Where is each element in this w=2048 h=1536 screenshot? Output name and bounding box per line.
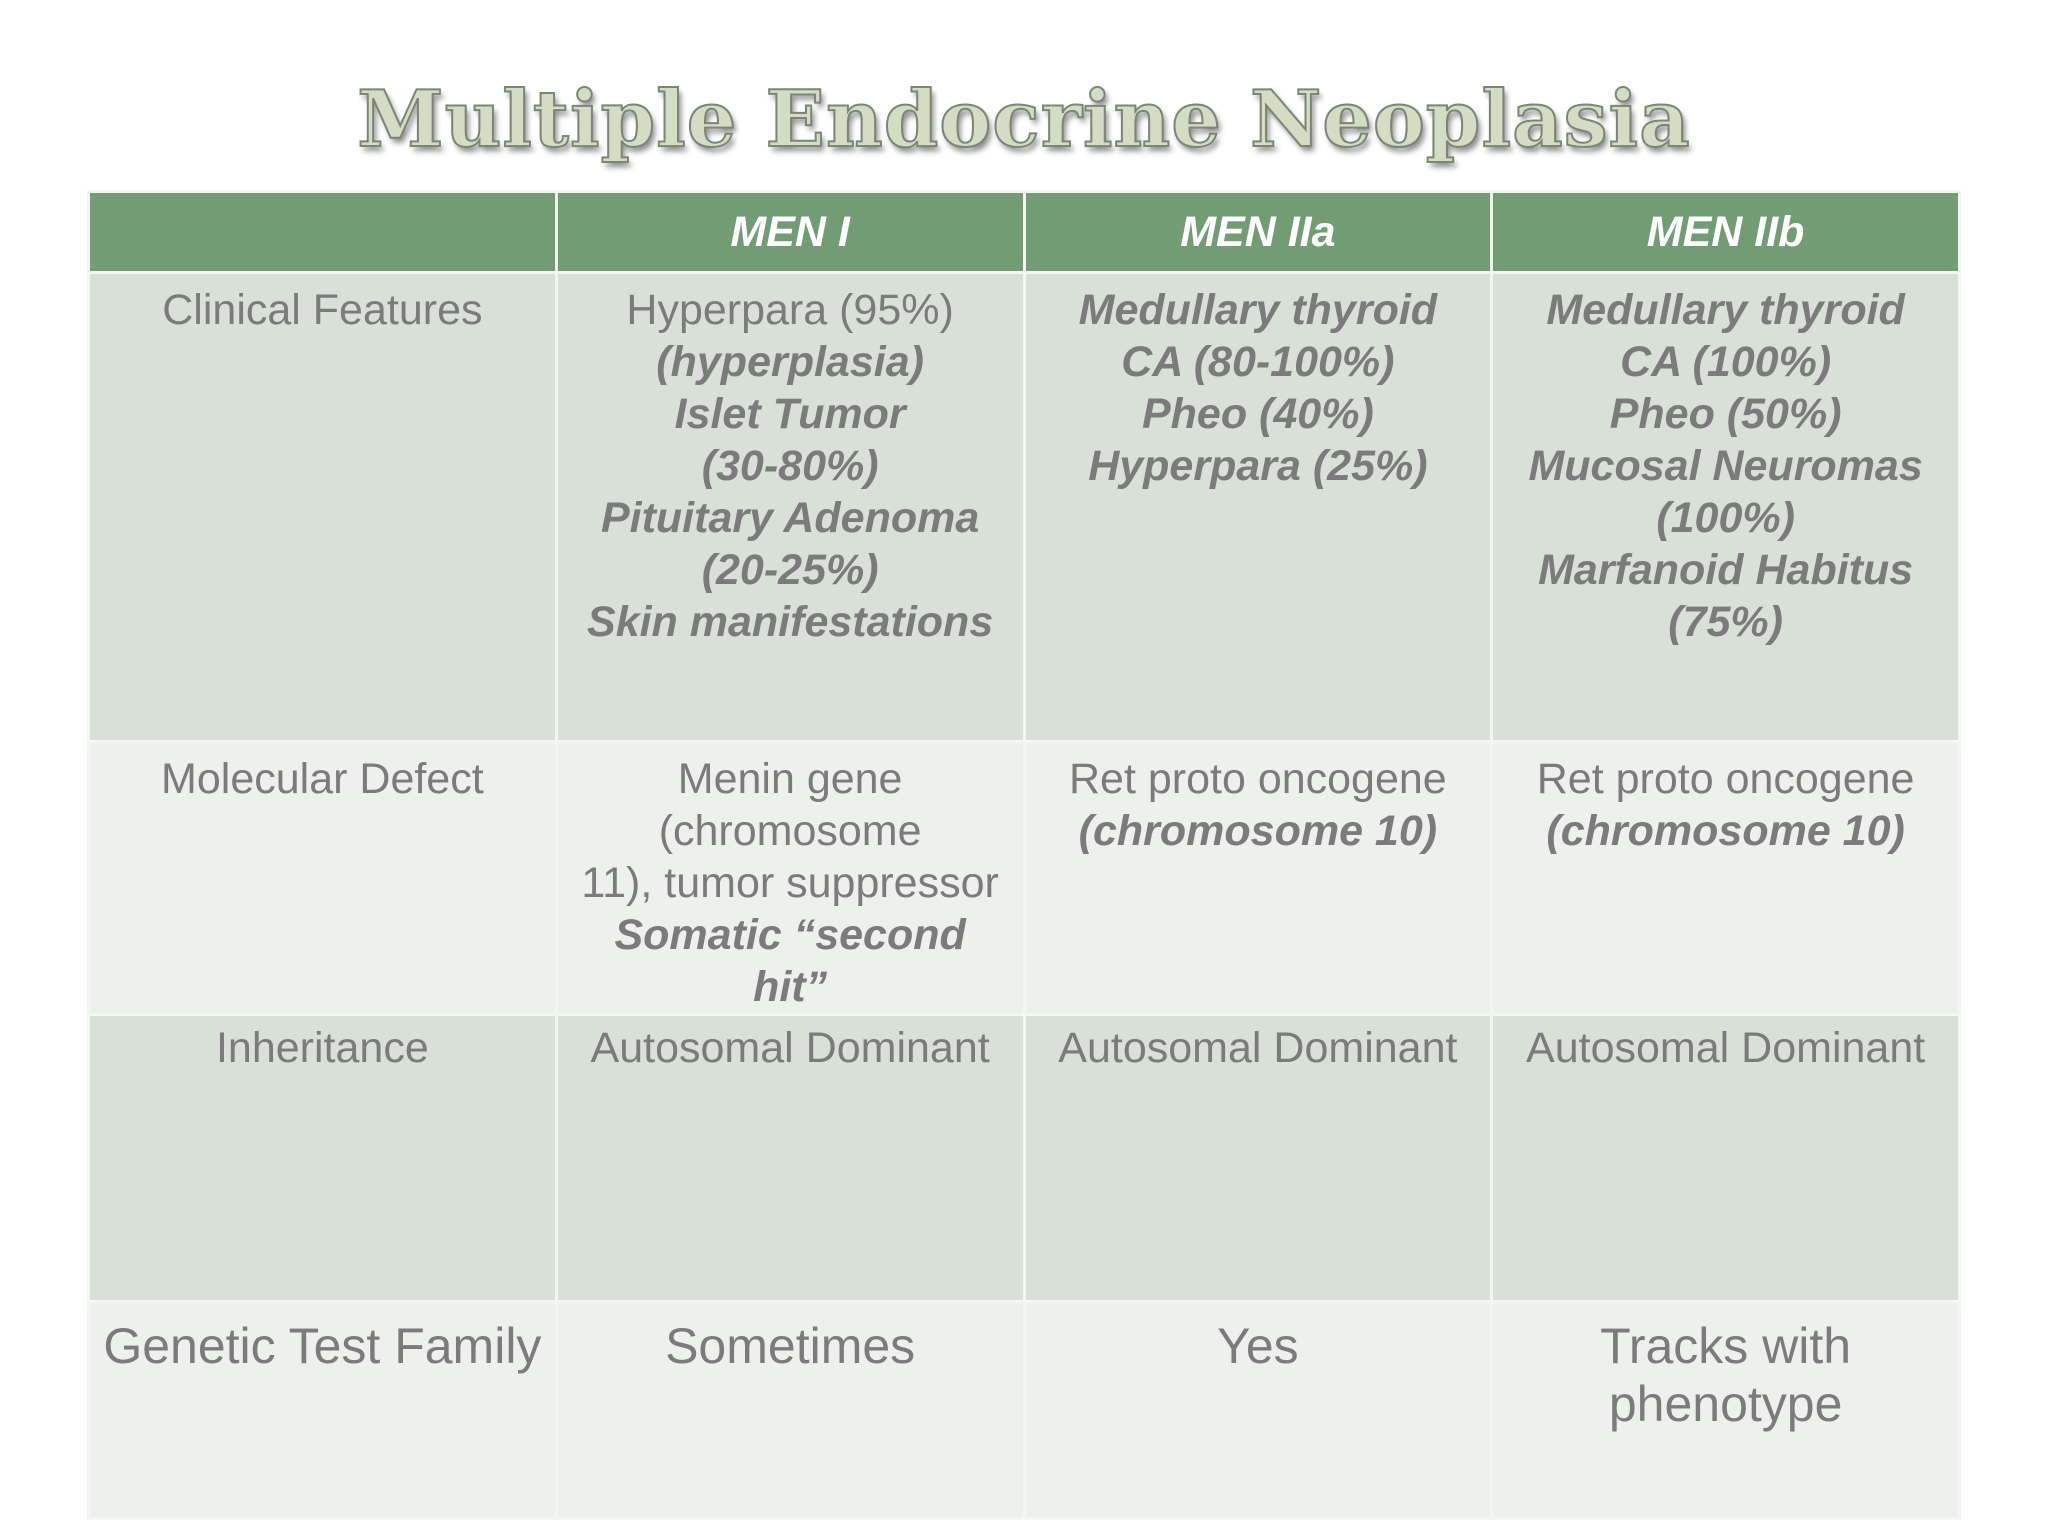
cell-line: Pheo (40%): [1141, 390, 1374, 438]
cell-molecular-men-i: [556, 742, 1024, 1015]
cell-line: Pituitary Adenoma: [600, 494, 980, 542]
cell-line: (20-25%): [701, 546, 879, 594]
cell-line: Ret proto oncogene: [1536, 755, 1915, 803]
cell-line: Ret proto oncogene: [1069, 755, 1447, 803]
cell-line: Autosomal Dominant: [1058, 1024, 1458, 1072]
cell-clinical-men-iib: [1492, 273, 1960, 742]
cell-line: (hyperplasia): [656, 338, 924, 386]
cell-clinical-men-iia: [1024, 273, 1492, 742]
cell-line: CA (100%): [1620, 338, 1832, 386]
cell-line: CA (80-100%): [1121, 338, 1395, 386]
cell-line: Yes: [1217, 1318, 1299, 1374]
cell-line: (100%): [1656, 494, 1795, 542]
header-empty-cell: [89, 192, 557, 273]
cell-line: Marfanoid Habitus: [1538, 546, 1914, 594]
table-header-row: [89, 192, 1960, 273]
row-label-genetic-test-family: Genetic Test Family: [89, 1302, 557, 1519]
cell-inheritance-men-iia: [1024, 1015, 1492, 1302]
cell-clinical-men-i: [556, 273, 1024, 742]
cell-molecular-men-iia: [1024, 742, 1492, 1015]
cell-line: Islet Tumor: [674, 390, 906, 438]
cell-line: (chromosome 10): [1078, 807, 1438, 855]
cell-genetic-men-i: [556, 1302, 1024, 1519]
cell-line: (30-80%): [701, 442, 879, 490]
cell-line: 11), tumor suppressor: [581, 859, 999, 907]
slide-title: Multiple Endocrine Neoplasia: [357, 74, 1691, 165]
cell-line: Autosomal Dominant: [1526, 1024, 1926, 1072]
cell-line: Medullary thyroid: [1078, 286, 1438, 334]
cell-line: (chromosome: [658, 807, 922, 855]
cell-line: Tracks with phenotype: [1600, 1318, 1852, 1432]
row-label-clinical-features: Clinical Features: [89, 273, 557, 742]
cell-line: (75%): [1668, 598, 1783, 646]
cell-line: Hyperpara (25%): [1088, 442, 1428, 490]
table-row-inheritance: [89, 1015, 1960, 1302]
cell-line: hit”: [753, 963, 828, 1011]
cell-line: Somatic “second: [614, 911, 966, 959]
header-men-iib: MEN IIb: [1492, 192, 1960, 273]
cell-line: Menin gene: [677, 755, 903, 803]
cell-line: Skin manifestations: [587, 598, 994, 646]
row-label-inheritance: Inheritance: [89, 1015, 557, 1302]
cell-line: Hyperpara (95%): [626, 286, 954, 334]
table-row-clinical-features: [89, 273, 1960, 742]
cell-line: Sometimes: [665, 1318, 916, 1374]
cell-line: Pheo (50%): [1609, 390, 1842, 438]
cell-line: Medullary thyroid: [1546, 286, 1905, 334]
cell-line: Mucosal Neuromas: [1528, 442, 1923, 490]
header-men-i: MEN I: [556, 192, 1024, 273]
men-comparison-table: [87, 190, 1961, 1520]
cell-molecular-men-iib: [1492, 742, 1960, 1015]
row-label-molecular-defect: Molecular Defect: [89, 742, 557, 1015]
header-men-iia: MEN IIa: [1024, 192, 1492, 273]
cell-inheritance-men-iib: [1492, 1015, 1960, 1302]
cell-genetic-men-iib: [1492, 1302, 1960, 1519]
cell-genetic-men-iia: [1024, 1302, 1492, 1519]
cell-inheritance-men-i: [556, 1015, 1024, 1302]
cell-line: (chromosome 10): [1546, 807, 1905, 855]
table-row-genetic-test-family: [89, 1302, 1960, 1519]
table-row-molecular-defect: [89, 742, 1960, 1015]
cell-line: Autosomal Dominant: [590, 1024, 990, 1072]
